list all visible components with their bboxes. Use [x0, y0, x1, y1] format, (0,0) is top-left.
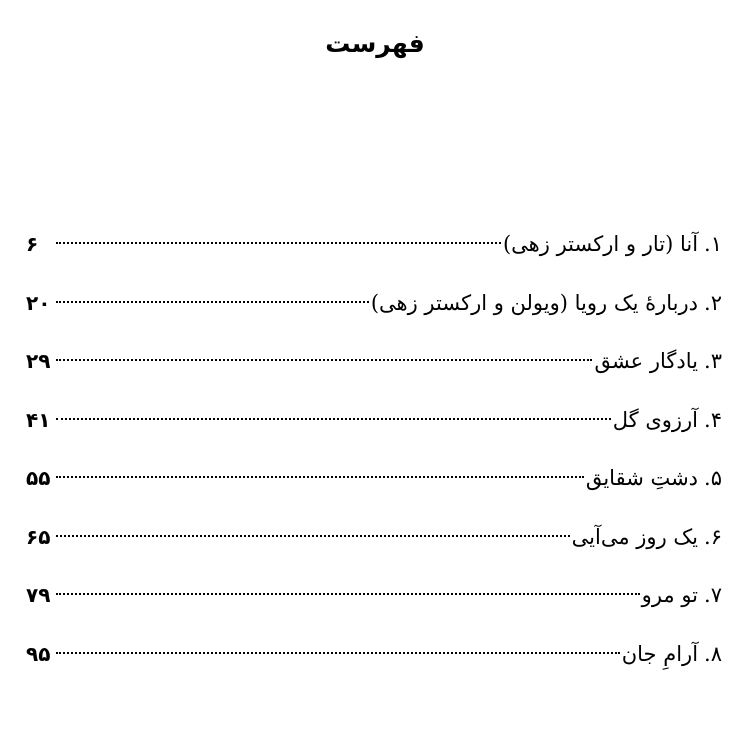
toc-entry-number: ۵. [704, 466, 722, 490]
toc-entry-title: دشتِ شقایق [585, 466, 699, 490]
toc-entry-number: ۱. [704, 232, 722, 256]
toc-entry-title: یک روز می‌آیی [571, 524, 699, 549]
toc-entry-page: ۵۵ [26, 466, 51, 490]
toc-entry [26, 515, 722, 574]
toc-entry-number: ۸. [704, 641, 722, 666]
toc-entry-page: ۹۵ [26, 641, 51, 666]
dot-leader [56, 535, 570, 537]
toc-entry-title: تو مرو [641, 583, 699, 607]
toc-entry-title: یادگار عشق [594, 349, 699, 373]
toc-entry [26, 573, 722, 632]
toc-entry-title: آنا (تار و ارکستر زهی) [502, 232, 699, 256]
dot-leader [56, 593, 640, 595]
toc-entry-number: ۳. [704, 349, 722, 373]
toc-entry-number: ۲. [704, 290, 722, 315]
dot-leader [56, 652, 620, 654]
toc-entry-title: آرامِ جان [621, 641, 699, 666]
toc-entry-page: ۶۵ [26, 524, 51, 549]
toc-entry-page: ۲۰ [26, 290, 51, 315]
toc-entry-page: ۲۹ [26, 349, 51, 373]
toc-entry-page: ۶ [26, 232, 39, 256]
dot-leader [56, 476, 584, 478]
dot-leader [56, 242, 501, 244]
toc-entry-page: ۴۱ [26, 407, 51, 432]
toc-entry-number: ۶. [704, 524, 722, 549]
toc-entry [26, 281, 722, 340]
table-of-contents [26, 222, 722, 690]
toc-entry-title: آرزوی گل [612, 407, 699, 432]
toc-entry [26, 222, 722, 281]
toc-entry [26, 398, 722, 457]
page-title: فهرست [325, 29, 425, 58]
toc-entry-page: ۷۹ [26, 583, 51, 607]
toc-entry-number: ۷. [704, 583, 722, 607]
toc-entry [26, 339, 722, 398]
dot-leader [56, 359, 592, 361]
toc-entry [26, 456, 722, 515]
dot-leader [56, 418, 611, 420]
toc-entry-title: دربارهٔ یک رویا (ویولن و ارکستر زهی) [370, 290, 699, 315]
toc-entry [26, 632, 722, 691]
toc-entry-number: ۴. [704, 407, 722, 432]
dot-leader [56, 301, 369, 303]
